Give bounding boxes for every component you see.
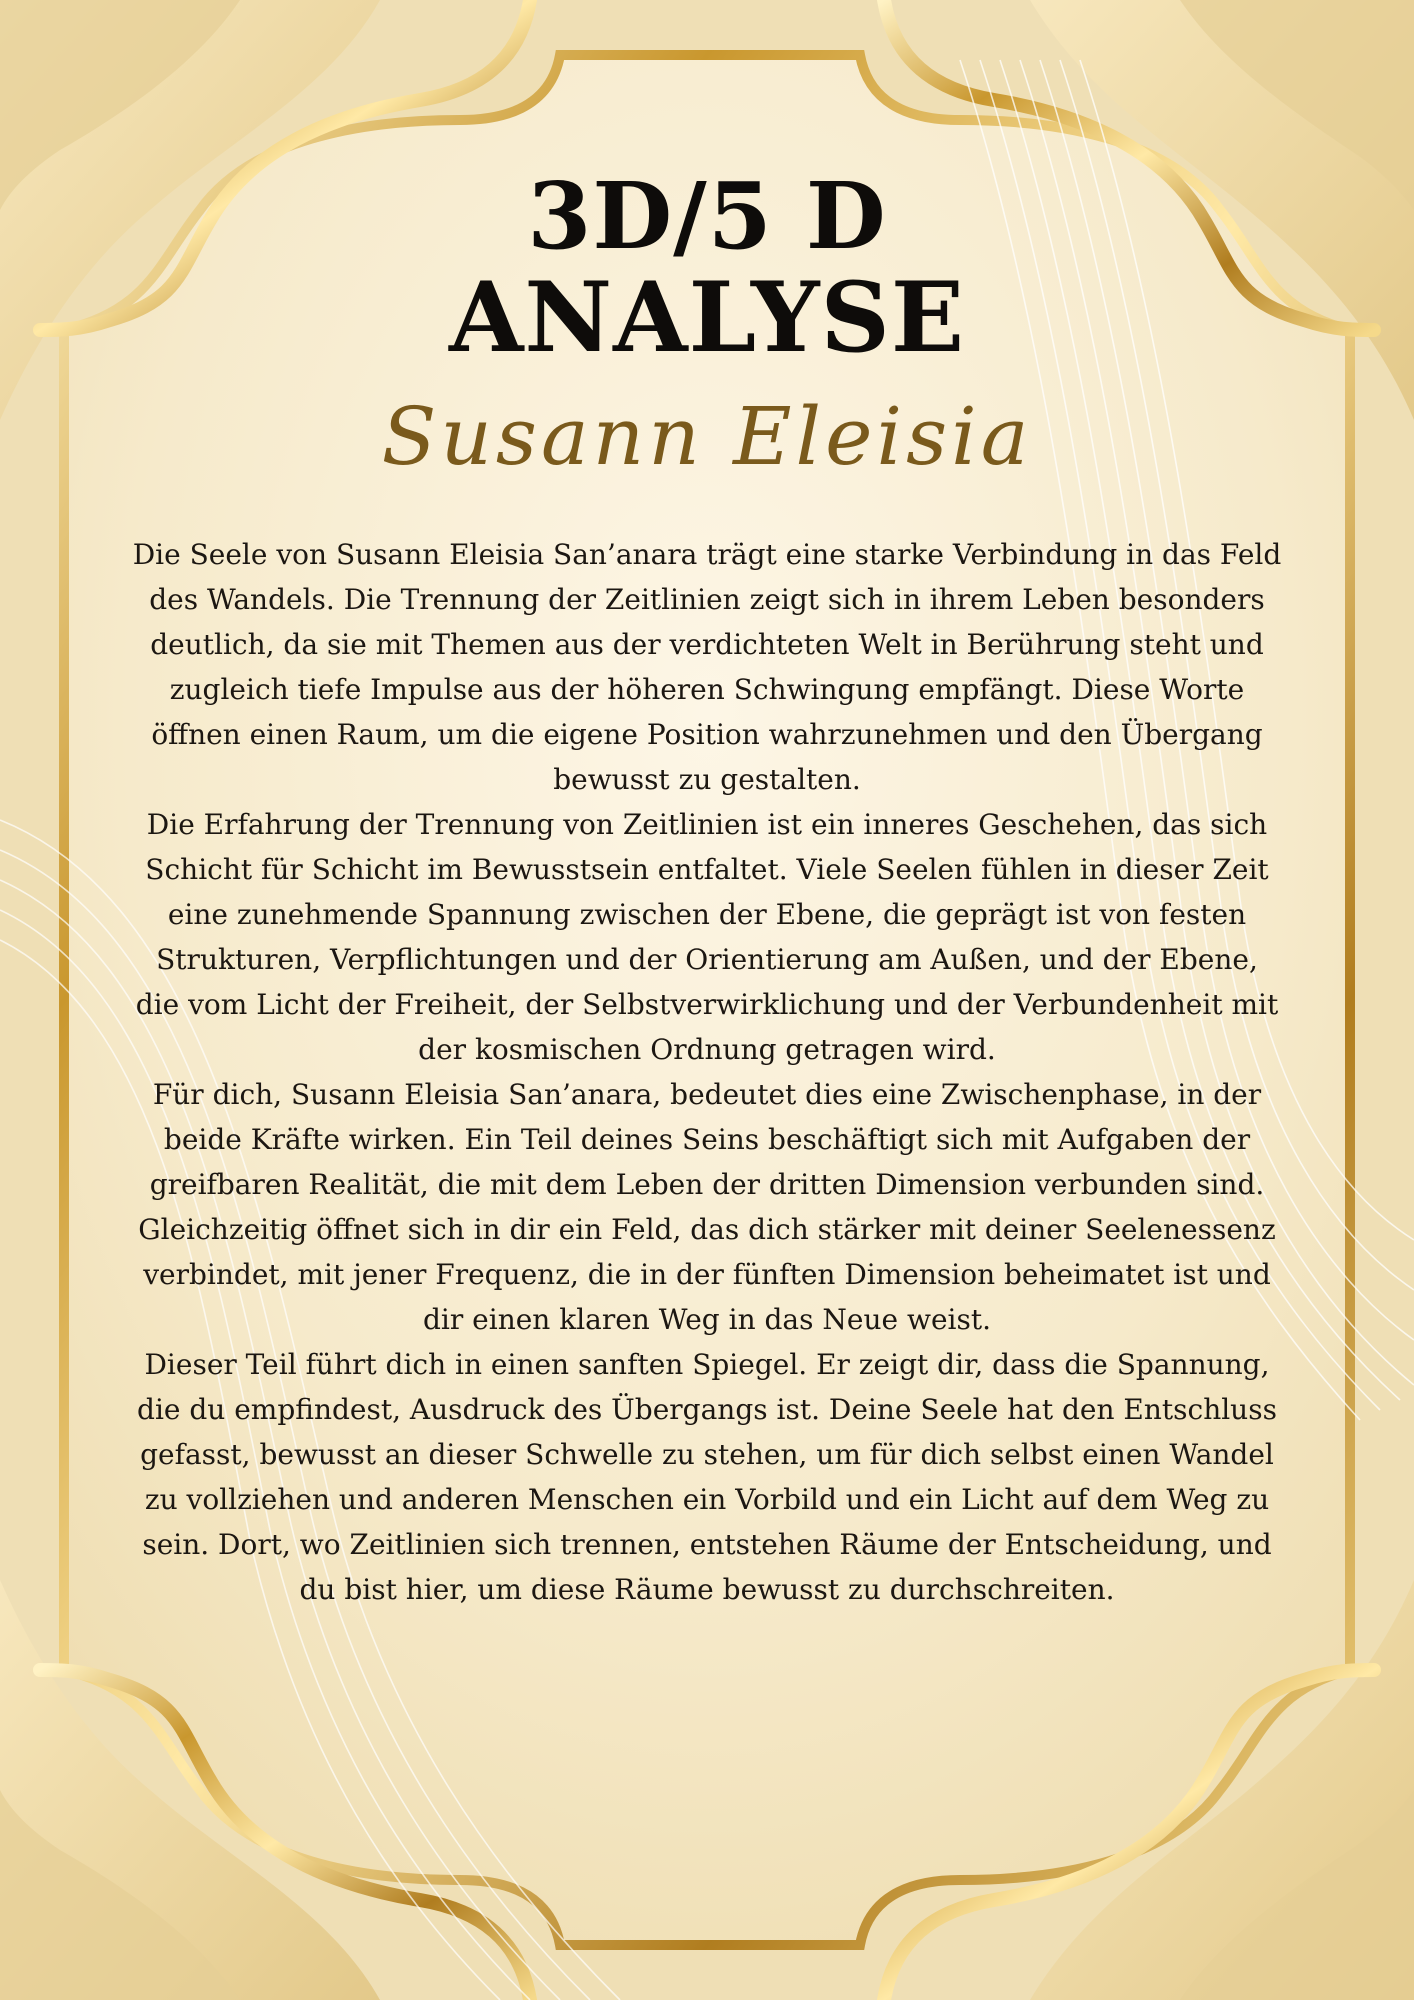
document-content	[130, 150, 1284, 1612]
body-text	[130, 532, 1284, 1612]
paragraph: Die Erfahrung der Trennung von Zeitlinien ist ein inneres Geschehen, das sich Schicht für Schicht im Bewusstsein entfaltet. Viele Seelen fühlen in dieser Zeit eine zunehmende Spannung zwischen der Ebene, die geprägt ist von festen Strukturen, Verpflichtungen und der Orientierung am Außen, und der Ebene, die vom Licht der Freiheit, der Selbstverwirklichung und der Verbundenheit mit der kosmischen Ordnung getragen wird.	[135, 808, 1279, 1066]
paragraph: Für dich, Susann Eleisia San’anara, bedeutet dies eine Zwischenphase, in der beide Kräfte wirken. Ein Teil deines Seins beschäftigt sich mit Aufgaben der greifbaren Realität, die mit dem Leben der dritten Dimension verbunden sind. Gleichzeitig öffnet sich in dir ein Feld, das dich stärker mit deiner Seelenessenz verbindet, mit jener Frequenz, die in der fünften Dimension beheimatet ist und dir einen klaren Weg in das Neue weist.	[138, 1078, 1276, 1336]
title-line-2: ANALYSE	[448, 261, 966, 374]
signature-name: Susann Eleisia	[381, 390, 1033, 483]
paragraph: Dieser Teil führt dich in einen sanften Spiegel. Er zeigt dir, dass die Spannung, die du empfindest, Ausdruck des Übergangs ist. Deine Seele hat den Entschluss gefasst, bewusst an dieser Schwelle zu stehen, um für dich selbst einen Wandel zu vollziehen und anderen Menschen ein Vorbild und ein Licht auf dem Weg zu sein. Dort, wo Zeitlinien sich trennen, entstehen Räume der Entscheidung, und du bist hier, um diese Räume bewusst zu durchschreiten.	[137, 1348, 1277, 1606]
title-line-1: 3D/5 D	[527, 162, 887, 270]
paragraph: Die Seele von Susann Eleisia San’anara trägt eine starke Verbindung in das Feld des Wandels. Die Trennung der Zeitlinien zeigt sich in ihrem Leben besonders deutlich, da sie mit Themen aus der verdichteten Welt in Berührung steht und zugleich tiefe Impulse aus der höheren Schwingung empfängt. Diese Worte öffnen einen Raum, um die eigene Position wahrzunehmen und den Übergang bewusst zu gestalten.	[132, 538, 1282, 796]
